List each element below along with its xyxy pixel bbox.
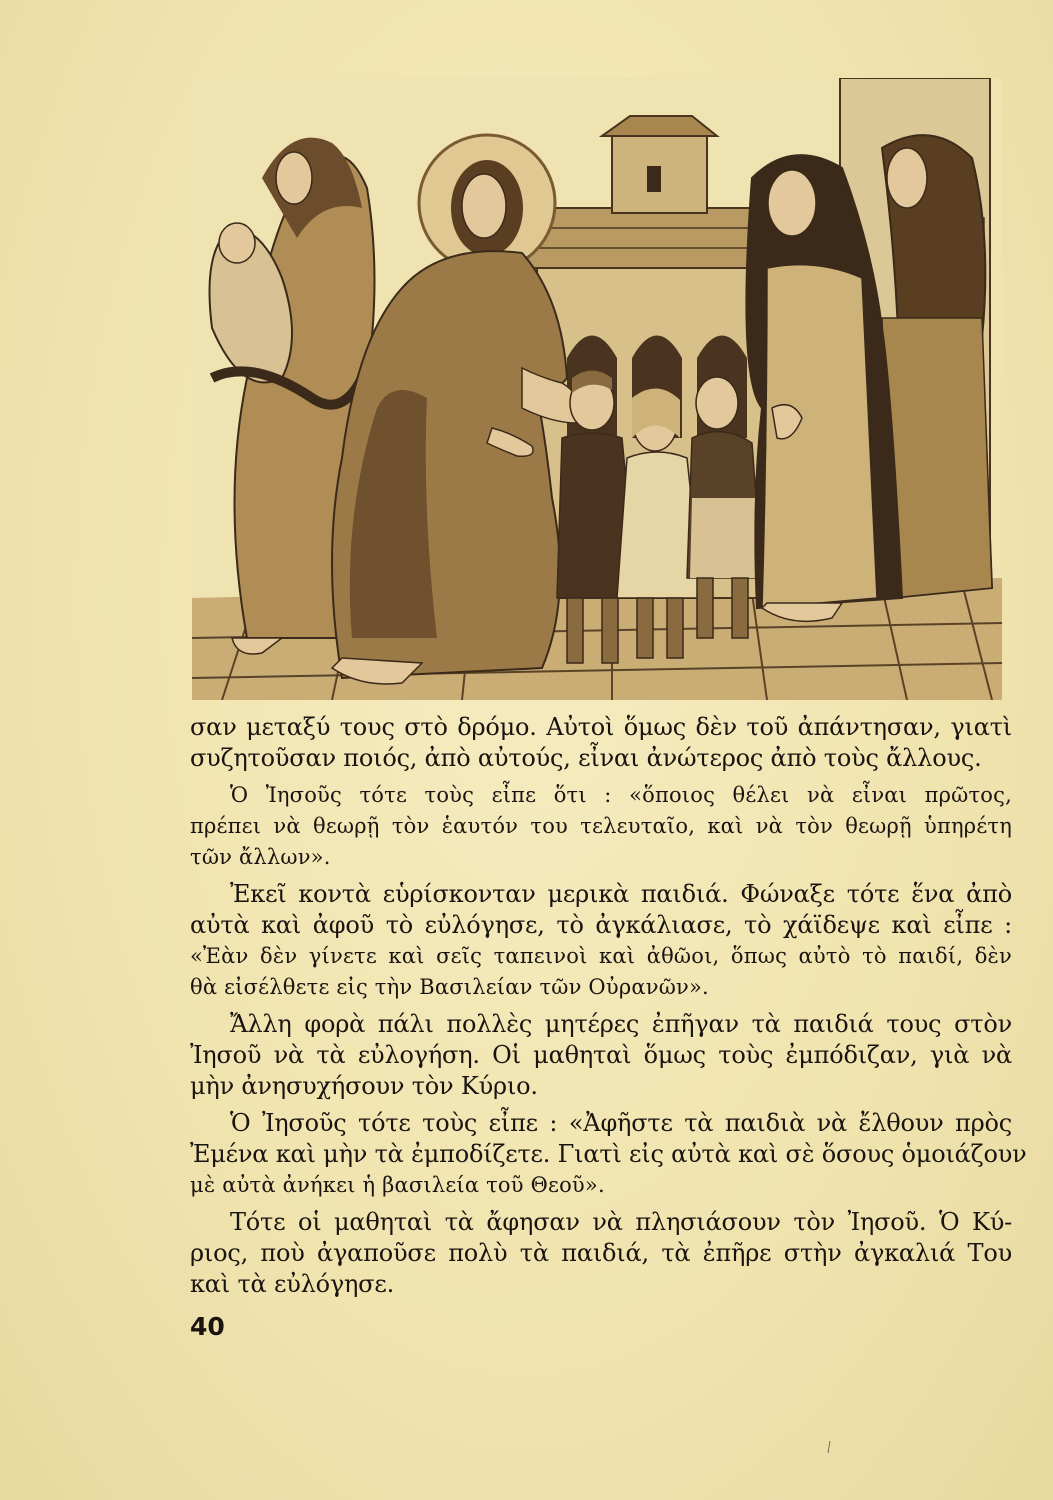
text-line: ριος, ποὺ ἀγαποῦσε πολὺ τὰ παιδιά, τὰ ἐπῆρε στὴν ἀγκαλιά Του — [190, 1239, 1012, 1267]
paragraph-6 — [190, 1207, 1012, 1300]
text-line: σαν μεταξύ τους στὸ δρόμο. Αὐτοὶ ὅμως δὲν τοῦ ἀπάντησαν, γιατὶ — [190, 713, 1012, 741]
text-line: μὲ αὐτὰ ἀνήκει ἡ βασιλεία τοῦ Θεοῦ». — [190, 1173, 605, 1197]
paragraph-1 — [190, 712, 1012, 774]
text-line: καὶ τὰ εὐλόγησε. — [190, 1270, 395, 1298]
text-line: Ὁ Ἰησοῦς τότε τοὺς εἶπε : «Ἀφῆστε τὰ παιδιὰ νὰ ἔλθουν πρὸς — [230, 1109, 1012, 1137]
text-line: θὰ εἰσέλθετε εἰς τὴν Βασιλείαν τῶν Οὐρανῶν». — [190, 975, 709, 999]
text-line: πρέπει νὰ θεωρῇ τὸν ἑαυτόν του τελευταῖο, καὶ νὰ τὸν θεωρῇ ὑπηρέτη — [190, 814, 1012, 838]
text-line: συζητοῦσαν ποιός, ἀπὸ αὐτούς, εἶναι ἀνώτερος ἀπὸ τοὺς ἄλλους. — [190, 744, 982, 772]
text-line: Ἄλλη φορὰ πάλι πολλὲς μητέρες ἐπῆγαν τὰ παιδιά τους στὸν — [230, 1010, 1012, 1038]
text-line: «Ἐὰν δὲν γίνετε καὶ σεῖς ταπεινοὶ καὶ ἀθῶοι, ὅπως αὐτὸ τὸ παιδί, δὲν — [190, 944, 1012, 968]
text-line: τῶν ἄλλων». — [190, 845, 331, 869]
paragraph-3 — [190, 879, 1012, 1003]
text-line: αὐτὰ καὶ ἀφοῦ τὸ εὐλόγησε, τὸ ἀγκάλιασε, τὸ χάϊδεψε καὶ εἶπε : — [190, 911, 1012, 939]
paragraph-4 — [190, 1009, 1012, 1102]
pencil-mark-icon — [826, 1440, 832, 1454]
paragraph-5 — [190, 1108, 1027, 1201]
children-blessing-illustration — [192, 78, 1002, 700]
page-number: 40 — [190, 1312, 225, 1341]
body-text — [190, 712, 1027, 1306]
text-line: μὴν ἀνησυχήσουν τὸν Κύριο. — [190, 1072, 538, 1100]
text-line: Τότε οἱ μαθηταὶ τὰ ἄφησαν νὰ πλησιάσουν τὸν Ἰησοῦ. Ὁ Κύ- — [230, 1208, 1012, 1236]
paragraph-2 — [190, 780, 1012, 873]
text-line: Ἐκεῖ κοντὰ εὑρίσκονταν μερικὰ παιδιά. Φώναξε τότε ἕνα ἀπὸ — [230, 880, 1012, 908]
illustration — [192, 78, 1002, 700]
text-line: Ἐμένα καὶ μὴν τὰ ἐμποδίζετε. Γιατὶ εἰς αὐτὰ καὶ σὲ ὅσους ὁμοιάζουν — [190, 1140, 1027, 1168]
text-line: Ὁ Ἰησοῦς τότε τοὺς εἶπε ὅτι : «ὅποιος θέλει νὰ εἶναι πρῶτος, — [230, 783, 1012, 807]
text-line: Ἰησοῦ νὰ τὰ εὐλογήση. Οἱ μαθηταὶ ὅμως τοὺς ἐμπόδιζαν, γιὰ νὰ — [190, 1041, 1012, 1069]
